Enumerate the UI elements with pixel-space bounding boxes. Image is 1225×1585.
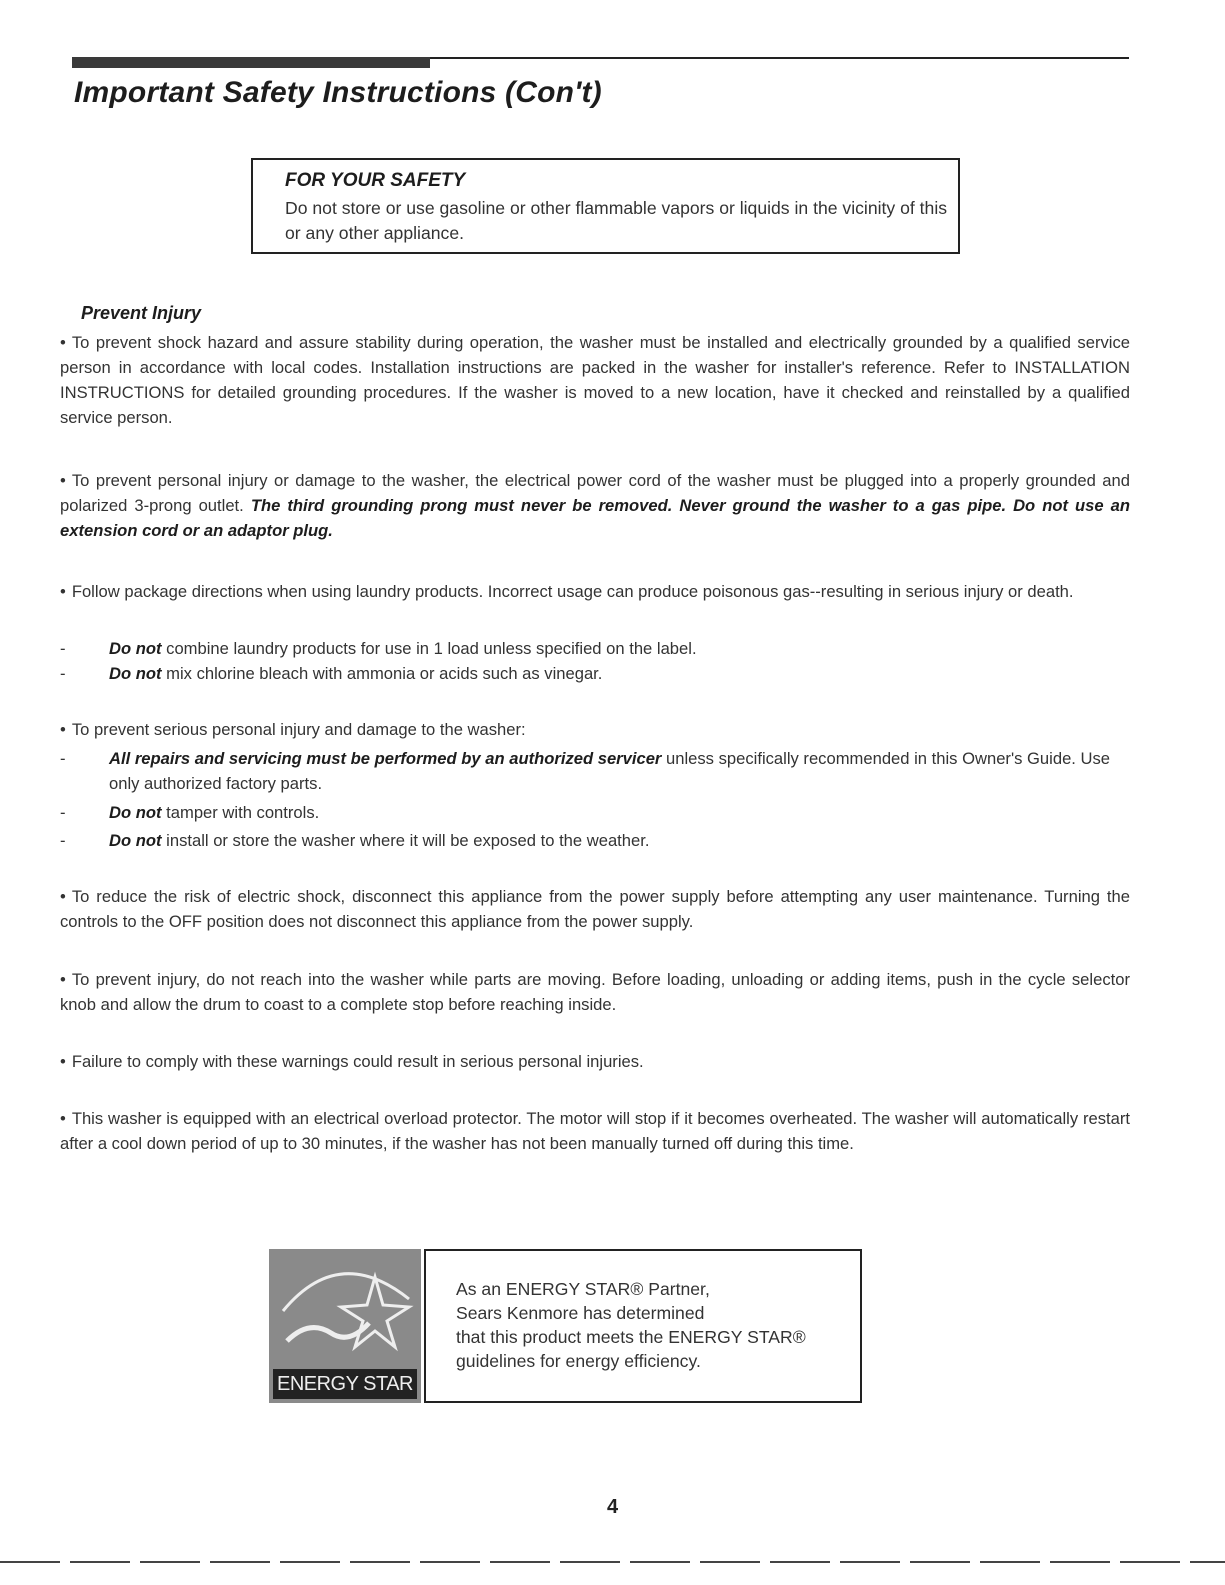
paragraph-overload-protector: • This washer is equipped with an electrical overload protector. The motor will stop if it becomes overheated. The washer will automatically restart after a cool down period of up to 30 minutes, if the washer has not been manually turned off during this time. <box>60 1109 1130 1153</box>
bullet-icon: • <box>60 887 66 906</box>
paragraph-failure-to-comply: • Failure to comply with these warnings could result in serious personal injuries. <box>60 1052 644 1071</box>
paragraph-laundry-products: • Follow package directions when using laundry products. Incorrect usage can produce poisonous gas--resulting in serious injury or death. <box>60 582 1074 601</box>
dash-item: - All repairs and servicing must be performed by an authorized servicer unless specifically recommended in this Owner's Guide. Use only authorized factory parts. <box>60 749 1111 793</box>
paragraph-moving-parts: • To prevent injury, do not reach into the washer while parts are moving. Before loading, unloading or adding items, push in the cycle selector knob and allow the drum to coast to a complete stop before reaching inside. <box>60 970 1130 1014</box>
page-number: 4 <box>606 1496 619 1518</box>
bullet-icon: • <box>60 333 66 352</box>
bullet-icon: • <box>60 720 66 739</box>
dash-item: - Do not tamper with controls. <box>60 803 320 822</box>
bullet-icon: • <box>60 970 66 989</box>
safety-warning-heading: FOR YOUR SAFETY <box>285 170 466 191</box>
energy-star-notice: As an ENERGY STAR® Partner, Sears Kenmore has determined that this product meets the ENERGY STAR® guidelines for energy efficiency. <box>424 1249 862 1403</box>
bullet-icon: • <box>60 471 66 490</box>
energy-star-icon <box>269 1249 421 1369</box>
energy-star-logo <box>269 1249 421 1403</box>
paragraph-electric-shock: • To reduce the risk of electric shock, disconnect this appliance from the power supply before attempting any user maintenance. Turning the controls to the OFF position does not disconnect this appliance from the power supply. <box>60 887 1130 931</box>
dash-item: - Do not mix chlorine bleach with ammonia or acids such as vinegar. <box>60 664 603 683</box>
header-bar <box>72 57 430 68</box>
section-heading: Prevent Injury <box>81 303 202 323</box>
bullet-icon: • <box>60 1052 66 1071</box>
paragraph-power-cord: • To prevent personal injury or damage to the washer, the electrical power cord of the washer must be plugged into a properly grounded and polarized 3-prong outlet. The third grounding prong must never be removed. Never ground the washer to a gas pipe. Do not use an extension cord or an adaptor plug. <box>60 471 1130 540</box>
safety-warning-text: Do not store or use gasoline or other flammable vapors or liquids in the vicinity of this or any other appliance. <box>285 198 948 243</box>
bullet-icon: • <box>60 582 66 601</box>
safety-warning-box <box>251 158 960 254</box>
page-title: Important Safety Instructions (Con't) <box>74 76 602 109</box>
paragraph-serious-injury: • To prevent serious personal injury and damage to the washer: <box>60 720 526 739</box>
dash-item: - Do not install or store the washer where it will be exposed to the weather. <box>60 831 650 850</box>
warning-emphasis: The third grounding prong must never be removed. Never ground the washer to a gas pipe. Do not use an extension cord or an adaptor plug. <box>60 496 1130 540</box>
bullet-icon: • <box>60 1109 66 1128</box>
energy-star-logo-label: ENERGY STAR <box>273 1369 417 1399</box>
dash-item: - Do not combine laundry products for use in 1 load unless specified on the label. <box>60 639 697 658</box>
footer-rule <box>0 1561 1225 1563</box>
paragraph-grounding: • To prevent shock hazard and assure stability during operation, the washer must be installed and electrically grounded by a qualified service person in accordance with local codes. Installation instructions are packed in the washer for installer's reference. Refer to INSTALLATION INSTRUCTIONS for detailed grounding procedures. If the washer is moved to a new location, have it checked and reinstalled by a qualified service person. <box>60 333 1130 427</box>
